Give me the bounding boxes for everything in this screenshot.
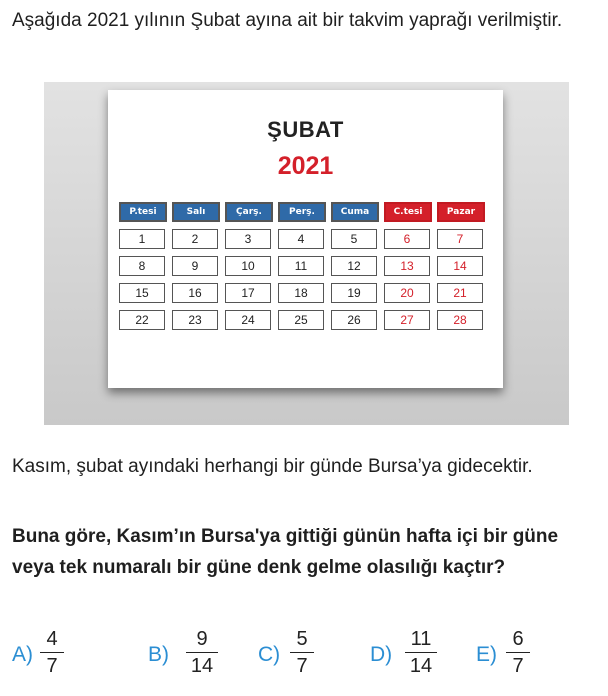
calendar-day: 11 — [278, 256, 324, 276]
calendar-day: 17 — [225, 283, 271, 303]
fraction-numerator: 11 — [410, 628, 432, 650]
calendar-image — [44, 82, 569, 425]
calendar-day: 15 — [119, 283, 165, 303]
calendar-day: 20 — [384, 283, 430, 303]
calendar-day: 23 — [172, 310, 218, 330]
weekday-header: Cuma — [331, 202, 379, 222]
option-label: E) — [476, 643, 497, 666]
calendar-day: 24 — [225, 310, 271, 330]
calendar-day: 28 — [437, 310, 483, 330]
fraction-bar — [186, 652, 218, 653]
calendar-day: 6 — [384, 229, 430, 249]
calendar-day: 7 — [437, 229, 483, 249]
calendar-day: 2 — [172, 229, 218, 249]
fraction-denominator: 7 — [296, 655, 308, 677]
weekday-header: C.tesi — [384, 202, 432, 222]
calendar-year: 2021 — [277, 152, 334, 180]
option-fraction — [40, 627, 64, 678]
option-label: C) — [258, 643, 281, 666]
option-fraction — [405, 627, 437, 678]
calendar-day: 4 — [278, 229, 324, 249]
calendar-day: 22 — [119, 310, 165, 330]
option-label: A) — [12, 643, 33, 666]
fraction-denominator: 7 — [512, 655, 524, 677]
weekday-header: Çarş. — [225, 202, 273, 222]
calendar-day: 8 — [119, 256, 165, 276]
calendar-sheet — [108, 90, 503, 388]
option-fraction — [290, 627, 314, 678]
calendar-day: 25 — [278, 310, 324, 330]
calendar-day: 26 — [331, 310, 377, 330]
intro-text: Aşağıda 2021 yılının Şubat ayına ait bir takvim yaprağı verilmiştir. — [12, 10, 563, 31]
answer-options — [0, 624, 608, 684]
calendar-day: 5 — [331, 229, 377, 249]
calendar-day: 19 — [331, 283, 377, 303]
weekday-header: Perş. — [278, 202, 326, 222]
calendar-day: 27 — [384, 310, 430, 330]
calendar-day: 16 — [172, 283, 218, 303]
calendar-day: 12 — [331, 256, 377, 276]
fraction-denominator: 14 — [409, 655, 433, 677]
fraction-numerator: 6 — [512, 628, 524, 650]
calendar-day: 14 — [437, 256, 483, 276]
fraction-denominator: 14 — [190, 655, 214, 677]
option-fraction — [506, 627, 530, 678]
calendar-day: 13 — [384, 256, 430, 276]
fraction-numerator: 9 — [196, 628, 208, 650]
fraction-denominator: 7 — [46, 655, 58, 677]
option-label: D) — [370, 643, 393, 666]
weekday-header: Salı — [172, 202, 220, 222]
fraction-bar — [405, 652, 437, 653]
story-text: Kasım, şubat ayındaki herhangi bir günde Bursa’ya gidecektir. — [12, 456, 533, 477]
weekday-header: P.tesi — [119, 202, 167, 222]
question-text: Buna göre, Kasım’ın Bursa'ya gittiği günün hafta içi bir güne veya tek numaralı bir güne denk gelme olasılığı kaçtır? — [12, 526, 559, 578]
calendar-day: 18 — [278, 283, 324, 303]
option-fraction — [186, 627, 218, 678]
calendar-day: 3 — [225, 229, 271, 249]
fraction-numerator: 5 — [296, 628, 308, 650]
fraction-bar — [290, 652, 314, 653]
option-label: B) — [148, 643, 169, 666]
calendar-month: ŞUBAT — [267, 117, 344, 142]
fraction-numerator: 4 — [46, 628, 58, 650]
weekday-header: Pazar — [437, 202, 485, 222]
fraction-bar — [40, 652, 64, 653]
calendar-day: 9 — [172, 256, 218, 276]
calendar-day: 1 — [119, 229, 165, 249]
calendar-day: 21 — [437, 283, 483, 303]
calendar-day: 10 — [225, 256, 271, 276]
fraction-bar — [506, 652, 530, 653]
